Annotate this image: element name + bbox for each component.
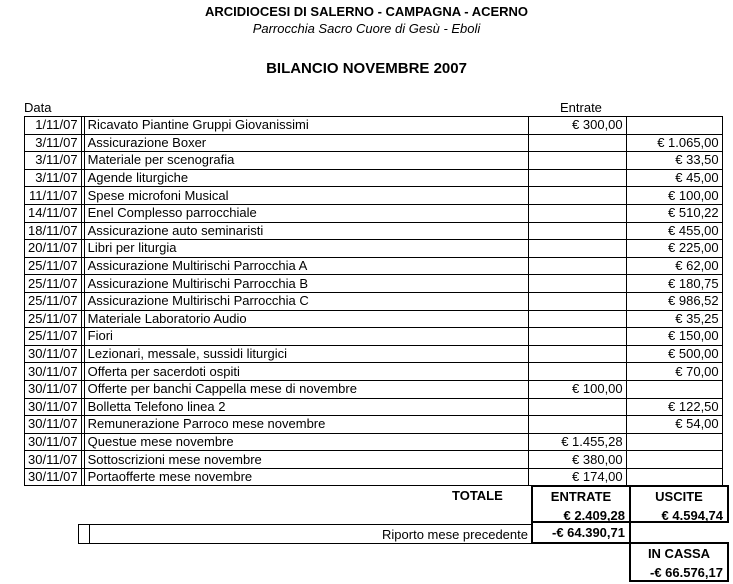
row-uscite: [626, 468, 722, 486]
row-entrate: [528, 363, 626, 381]
row-date: 25/11/07: [25, 292, 82, 310]
table-row: [25, 222, 723, 240]
row-entrate: [528, 328, 626, 346]
riporto-divider: [89, 525, 90, 543]
row-uscite: € 62,00: [626, 257, 722, 275]
row-uscite: € 33,50: [626, 152, 722, 170]
row-date: 30/11/07: [25, 451, 82, 469]
row-uscite: € 986,52: [626, 292, 722, 310]
table-row: [25, 345, 723, 363]
in-cassa-header: IN CASSA: [647, 546, 711, 561]
row-date: 30/11/07: [25, 363, 82, 381]
riporto-label: Riporto mese precedente: [382, 527, 528, 542]
row-description: Questue mese novembre: [84, 433, 528, 451]
page-title: BILANCIO NOVEMBRE 2007: [266, 60, 467, 77]
row-entrate: [528, 345, 626, 363]
row-description: Offerta per sacerdoti ospiti: [84, 363, 528, 381]
row-entrate: [528, 240, 626, 258]
row-entrate: [528, 310, 626, 328]
row-date: 30/11/07: [25, 398, 82, 416]
total-uscite-value: € 4.594,74: [661, 508, 723, 523]
row-uscite: € 1.065,00: [626, 134, 722, 152]
row-description: Assicurazione Multirischi Parrocchia A: [84, 257, 528, 275]
column-header-entrate: Entrate: [560, 100, 602, 115]
row-description: Agende liturgiche: [84, 169, 528, 187]
row-date: 3/11/07: [25, 169, 82, 187]
row-date: 30/11/07: [25, 468, 82, 486]
row-uscite: [626, 117, 722, 135]
riporto-row: [78, 524, 533, 544]
table-row: [25, 398, 723, 416]
row-description: Sottoscrizioni mese novembre: [84, 451, 528, 469]
row-uscite: € 225,00: [626, 240, 722, 258]
table-row: [25, 257, 723, 275]
row-entrate: [528, 275, 626, 293]
row-entrate: [528, 134, 626, 152]
row-description: Fiori: [84, 328, 528, 346]
parish-subtitle: Parrocchia Sacro Cuore di Gesù - Eboli: [252, 21, 481, 36]
ledger-body: [25, 117, 723, 486]
table-row: [25, 117, 723, 135]
row-date: 30/11/07: [25, 345, 82, 363]
totale-label: TOTALE: [452, 488, 503, 503]
row-description: Assicurazione auto seminaristi: [84, 222, 528, 240]
row-uscite: € 122,50: [626, 398, 722, 416]
table-row: [25, 451, 723, 469]
row-description: Bolletta Telefono linea 2: [84, 398, 528, 416]
table-row: [25, 187, 723, 205]
row-description: Assicurazione Boxer: [84, 134, 528, 152]
table-row: [25, 152, 723, 170]
row-date: 18/11/07: [25, 222, 82, 240]
riporto-value: -€ 64.390,71: [531, 521, 631, 544]
row-description: Ricavato Piantine Gruppi Giovanissimi: [84, 117, 528, 135]
total-entrate-box: [531, 485, 631, 523]
row-entrate: € 100,00: [528, 380, 626, 398]
row-description: Libri per liturgia: [84, 240, 528, 258]
row-entrate: € 300,00: [528, 117, 626, 135]
row-uscite: € 455,00: [626, 222, 722, 240]
row-date: 25/11/07: [25, 310, 82, 328]
total-entrate-value: € 2.409,28: [563, 508, 625, 523]
ledger-table: [24, 116, 723, 486]
table-row: [25, 433, 723, 451]
row-date: 30/11/07: [25, 433, 82, 451]
row-uscite: € 150,00: [626, 328, 722, 346]
row-entrate: [528, 187, 626, 205]
row-description: Enel Complesso parrocchiale: [84, 204, 528, 222]
row-uscite: € 500,00: [626, 345, 722, 363]
total-uscite-box: [629, 485, 729, 523]
table-row: [25, 468, 723, 486]
table-row: [25, 363, 723, 381]
row-date: 11/11/07: [25, 187, 82, 205]
row-description: Materiale Laboratorio Audio: [84, 310, 528, 328]
row-description: Lezionari, messale, sussidi liturgici: [84, 345, 528, 363]
row-entrate: [528, 257, 626, 275]
row-entrate: € 174,00: [528, 468, 626, 486]
table-row: [25, 275, 723, 293]
row-date: 20/11/07: [25, 240, 82, 258]
table-row: [25, 380, 723, 398]
table-row: [25, 416, 723, 434]
row-entrate: [528, 416, 626, 434]
row-date: 25/11/07: [25, 257, 82, 275]
row-uscite: [626, 380, 722, 398]
row-date: 3/11/07: [25, 152, 82, 170]
table-row: [25, 204, 723, 222]
row-date: 25/11/07: [25, 328, 82, 346]
row-entrate: [528, 169, 626, 187]
row-uscite: € 510,22: [626, 204, 722, 222]
row-entrate: € 1.455,28: [528, 433, 626, 451]
row-date: 30/11/07: [25, 416, 82, 434]
row-entrate: € 380,00: [528, 451, 626, 469]
table-row: [25, 292, 723, 310]
row-entrate: [528, 292, 626, 310]
table-row: [25, 310, 723, 328]
row-entrate: [528, 398, 626, 416]
row-uscite: [626, 451, 722, 469]
column-header-data: Data: [24, 100, 52, 115]
row-description: Offerte per banchi Cappella mese di novembre: [84, 380, 528, 398]
row-entrate: [528, 222, 626, 240]
row-description: Materiale per scenografia: [84, 152, 528, 170]
total-entrate-header: ENTRATE: [550, 489, 612, 504]
row-uscite: € 100,00: [626, 187, 722, 205]
row-date: 1/11/07: [25, 117, 82, 135]
row-entrate: [528, 152, 626, 170]
row-uscite: € 35,25: [626, 310, 722, 328]
table-row: [25, 328, 723, 346]
row-date: 14/11/07: [25, 204, 82, 222]
in-cassa-value: -€ 66.576,17: [649, 565, 723, 580]
total-uscite-header: USCITE: [655, 489, 703, 504]
table-row: [25, 134, 723, 152]
row-date: 30/11/07: [25, 380, 82, 398]
row-uscite: € 180,75: [626, 275, 722, 293]
row-entrate: [528, 204, 626, 222]
in-cassa-box: [629, 542, 729, 582]
row-description: Spese microfoni Musical: [84, 187, 528, 205]
table-row: [25, 240, 723, 258]
row-uscite: € 54,00: [626, 416, 722, 434]
row-date: 25/11/07: [25, 275, 82, 293]
diocese-title: ARCIDIOCESI DI SALERNO - CAMPAGNA - ACERNO: [204, 4, 529, 19]
row-description: Assicurazione Multirischi Parrocchia B: [84, 275, 528, 293]
row-uscite: € 45,00: [626, 169, 722, 187]
row-uscite: € 70,00: [626, 363, 722, 381]
table-row: [25, 169, 723, 187]
row-description: Assicurazione Multirischi Parrocchia C: [84, 292, 528, 310]
row-uscite: [626, 433, 722, 451]
row-description: Remunerazione Parroco mese novembre: [84, 416, 528, 434]
row-description: Portaofferte mese novembre: [84, 468, 528, 486]
row-date: 3/11/07: [25, 134, 82, 152]
